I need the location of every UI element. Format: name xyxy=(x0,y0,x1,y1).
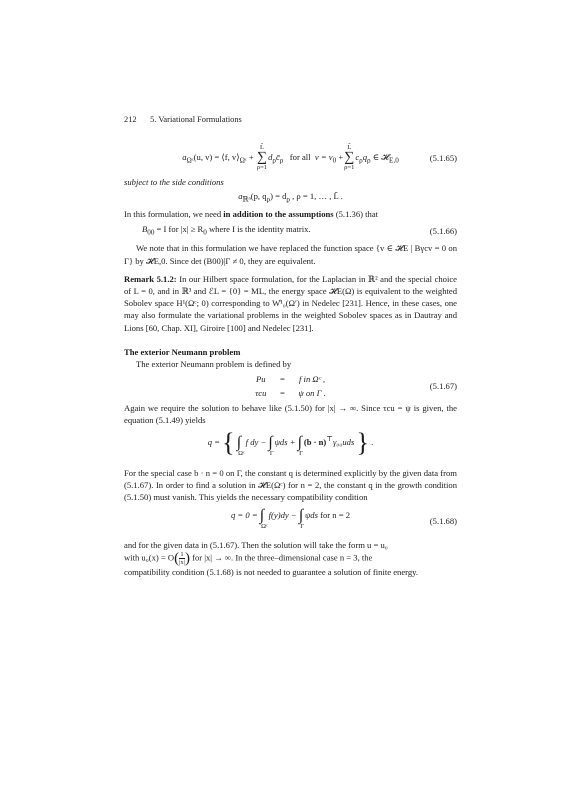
eq-sub: ℝⁿ xyxy=(242,195,251,204)
right-brace: } xyxy=(356,427,369,457)
eq-cell: f in Ωᶜ , xyxy=(299,374,326,385)
eq-sub: ρ xyxy=(266,195,271,204)
equation-5-1-66 xyxy=(124,220,457,242)
integral-symbol: ∫ xyxy=(298,507,304,525)
eq-text: a xyxy=(238,191,243,202)
sum-lower: ρ=1 xyxy=(256,164,268,171)
equation-q xyxy=(124,427,457,467)
section-title: The exterior Neumann problem xyxy=(124,346,241,357)
paragraph-special-case: For the special case b · n = 0 on Γ, the constant q is determined explicitly by the given data from (5.1.67). In order to find a solution in 𝓗E(Ωᶜ) for n = 2, the constant q in the growth condition (5.1.50) must vanish. This yields the necessary compatibility condition xyxy=(124,467,457,503)
text: compatibility condition (5.1.68) is not needed to guarantee a solution of finite energy. xyxy=(124,567,419,578)
eq-text: q xyxy=(362,151,368,162)
eq-cell: ψ on Γ . xyxy=(298,388,326,399)
eq-text: ψds xyxy=(304,510,318,521)
eq-text: d xyxy=(268,151,273,162)
sum-upper: L̃ xyxy=(347,144,352,151)
eq-text: ∈ 𝓗 xyxy=(372,151,390,162)
text: with u₀(x) = O xyxy=(124,552,175,563)
paragraph-assumptions xyxy=(124,208,457,220)
eq-text: v = v xyxy=(314,151,333,162)
equation-5-1-67 xyxy=(124,370,457,402)
eq-text: (b · n) xyxy=(303,436,327,447)
summation-symbol: L̃ ∑ ρ=1 xyxy=(256,144,268,171)
summation-symbol: L̃ ∑ ρ=1 xyxy=(344,144,355,171)
eq-sub: E,0 xyxy=(389,156,399,165)
eq-sub: ρ xyxy=(272,156,276,165)
remark-text: In our Hilbert space formulation, for the Laplacian in ℝ² and the special choice of L = 0, and in ℝ³ and ℰL = {0} = ML, the energy space 𝓗E(Ω) is equivalent to the weighted Sobolev space H¹(Ωᶜ; 0) corresponding to W̊¹₀(Ω′) in Nedelec [231]. Hence, in these cases, one may also formulate the variational problems in the weighted Sobolev spaces as in Dautray and Lions [60, Chap. XI], Giroire [100] and Nedelec [231]. xyxy=(124,273,457,333)
equation-number: (5.1.66) xyxy=(429,226,457,237)
fraction-numerator: 1 xyxy=(180,551,184,559)
integral-limit: Γ xyxy=(300,523,304,531)
eq-text: a xyxy=(182,151,187,162)
eq-text: + xyxy=(246,151,254,162)
eq-text: , ρ = 1, … , L̃ . xyxy=(289,191,343,202)
text: In this formulation, we need xyxy=(124,209,224,220)
integral-symbol: ∫ xyxy=(236,433,242,451)
integral-limit: Ωᶜ xyxy=(238,449,245,457)
eq-text: q = 0 = xyxy=(230,510,258,521)
text: for |x| → ∞. In the three–dimensional case n = 3, the xyxy=(189,552,373,563)
eq-cell: = xyxy=(279,388,285,399)
sum-upper: L̃ xyxy=(259,144,264,151)
integral-symbol: ∫ xyxy=(297,433,303,451)
side-condition-equation xyxy=(124,188,457,208)
sum-lower: ρ=1 xyxy=(344,164,355,171)
equation-system xyxy=(255,373,326,399)
paragraph-requirement: Again we require the solution to behave like (5.1.50) for |x| → ∞. Since τcu = ψ is given, the equation (5.1.49) yields xyxy=(124,403,457,426)
eq-text: where I is the identity matrix. xyxy=(206,224,311,235)
page-body xyxy=(124,143,457,579)
left-brace: { xyxy=(222,427,235,457)
equation-5-1-68 xyxy=(124,503,457,539)
eq-sub: ρ xyxy=(359,156,363,165)
eq-text: f dy − xyxy=(245,436,267,447)
eq-text: for all xyxy=(289,151,311,162)
eq-text: f(y)dy − xyxy=(268,510,297,521)
eq-sub: 00 xyxy=(147,229,155,238)
section-intro: The exterior Neumann problem is defined by xyxy=(136,359,292,370)
eq-sub: Ωᶜ xyxy=(186,156,194,165)
bold-text: in addition to the assumptions xyxy=(223,209,334,220)
running-title: 5. Variational Formulations xyxy=(150,115,242,124)
paragraph-conclusion: and for the given data in (5.1.67). Then the solution will take the form u = u₀ with u₀(x) = O( $\frac{1}{|x|}$ ) for |x| → ∞. In the three–dimensional case n = 3, the compatibility condition (5.1.68) is not needed to guarantee a solution of finite energy. xyxy=(124,540,419,578)
eq-cell: = xyxy=(279,374,285,385)
eq-text: γ₀₀uds xyxy=(333,436,355,447)
paragraph-equivalence: We note that in this formulation we have replaced the function space {v ∈ 𝓗E | Bγcv = 0 on Γ} by 𝓗E,0. Since det (B00)|Γ ≠ 0, they are equivalent. xyxy=(124,243,457,266)
equation-5-1-65: $a_{\Omega ᶜ}(u$, v) = ⟨f, $v⟩_{\Omega ᶜ}$ + L̃ ∑ ρ=1 $d_\rho c̄_\rho$ for all $v = v_0$ + L̃ ∑ ρ=1 $c_\rho q_\rho$ ∈ 𝓗$_{E,0}$ (5.1.65) xyxy=(182,144,457,171)
eq-text: c xyxy=(355,151,360,162)
eq-sub: ρ xyxy=(279,156,284,165)
eq-sub: ρ xyxy=(286,195,290,204)
eq-text: B xyxy=(142,224,148,235)
eq-sub: Ωᶜ xyxy=(239,156,247,165)
equation-number: (5.1.65) xyxy=(429,152,457,163)
eq-text: c̄ xyxy=(275,151,280,162)
eq-cell: τcu xyxy=(255,388,267,399)
integral-limit: Γ xyxy=(299,449,303,457)
eq-sub: 0 xyxy=(332,156,337,165)
eq-cell: Pu xyxy=(256,374,266,385)
eq-text: . xyxy=(371,436,374,447)
equation-number: (5.1.68) xyxy=(429,516,457,527)
integral-limit: Ωᶜ xyxy=(261,523,268,531)
eq-text: (p, q xyxy=(250,191,267,202)
remark-label: Remark 5.1.2: xyxy=(124,273,177,284)
eq-sub: 0 xyxy=(203,229,207,238)
page-number: 212 xyxy=(124,115,137,124)
text: (5.1.36) that xyxy=(333,209,379,220)
eq-text: for n = 2 xyxy=(320,510,351,521)
integral-limit: Γ xyxy=(269,449,274,457)
eq-text: q = xyxy=(207,436,220,447)
equation-number: (5.1.67) xyxy=(429,381,457,392)
eq-text: = I for |x| ≥ R xyxy=(154,224,204,235)
eq-sub: ρ xyxy=(367,156,371,165)
eq-sup: ⊤ xyxy=(326,435,334,444)
integral-symbol: ∫ xyxy=(268,433,273,451)
eq-text: ) = d xyxy=(270,191,287,202)
side-conditions-intro: subject to the side conditions xyxy=(124,177,224,187)
fraction-denominator: |x| xyxy=(179,559,185,567)
integral-symbol: ∫ xyxy=(259,507,265,525)
remark-5-1-2 xyxy=(124,273,457,334)
eq-text: (u, v) = ⟨f, v⟩ xyxy=(193,151,240,162)
running-header xyxy=(124,115,242,124)
text: and for the given data in (5.1.67). Then the solution will take the form u = u₀ xyxy=(124,540,388,551)
eq-text: ψds + xyxy=(274,436,296,447)
